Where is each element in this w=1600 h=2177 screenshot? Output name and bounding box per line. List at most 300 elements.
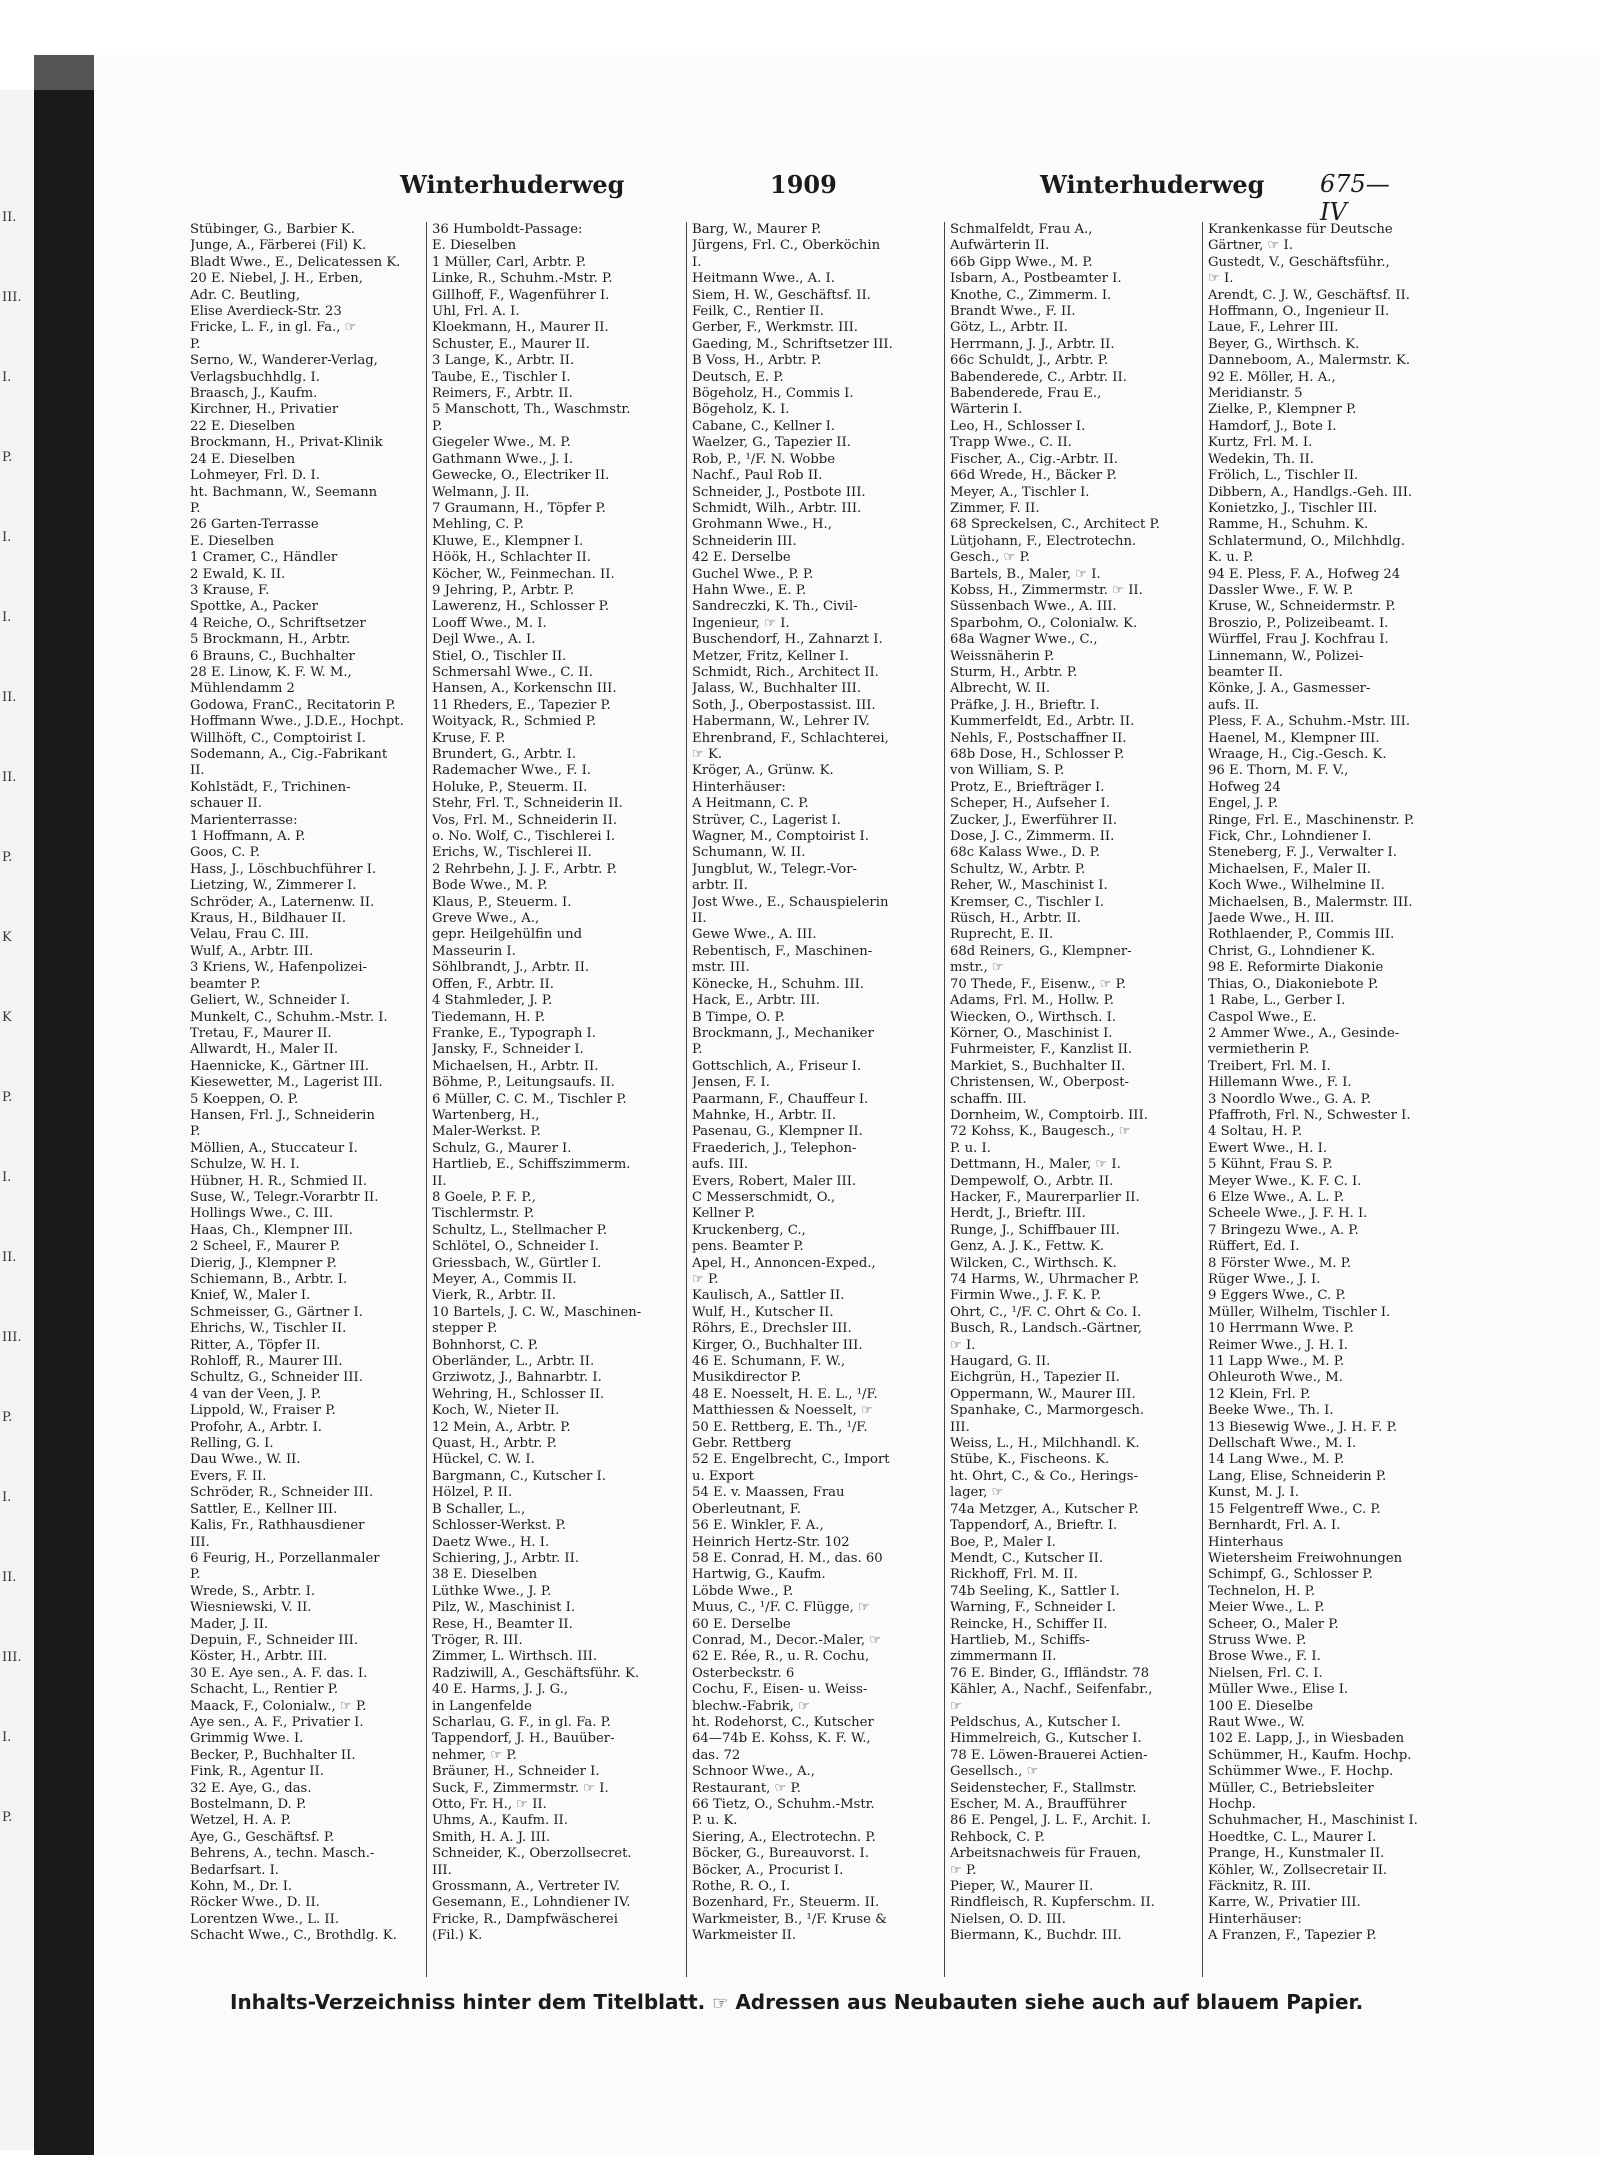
directory-entry-line: Rothlaender, P., Commis III. <box>1208 927 1395 943</box>
directory-entry-line: Brundert, G., Arbtr. I. <box>432 747 577 762</box>
directory-entry-line: 4 Soltau, H. P. <box>1208 1124 1303 1140</box>
directory-entry-line: Treibert, Frl. M. I. <box>1208 1058 1331 1074</box>
margin-mark: I. <box>2 1170 12 1185</box>
directory-entry-line: Jaede Wwe., H. III. <box>1208 911 1335 927</box>
directory-entry-line: Soth, J., Oberpostassist. III. <box>692 697 876 713</box>
directory-entry-line: Schneider, J., Postbote III. <box>692 484 866 500</box>
directory-entry-line: 56 E. Winkler, F. A., <box>692 1518 824 1534</box>
directory-entry-line: Wartenberg, H., <box>432 1107 540 1123</box>
directory-entry-line: 68d Reiners, G., Klempner- <box>950 943 1132 959</box>
directory-entry-line: Deutsch, E. P. <box>692 369 784 385</box>
directory-entry-line: Kobss, H., Zimmermstr. ☞ II. <box>950 582 1143 598</box>
directory-entry-line: Sodemann, A., Cig.-Fabrikant <box>190 747 388 762</box>
directory-entry-line: Koch Wwe., Wilhelmine II. <box>1208 878 1385 894</box>
directory-entry-line: Hochp. <box>1208 1797 1256 1812</box>
directory-entry-line: Waelzer, G., Tapezier II. <box>692 435 851 451</box>
directory-entry-line: 52 E. Engelbrecht, C., Import <box>692 1452 890 1468</box>
directory-entry-line: Meridianstr. 5 <box>1208 386 1303 402</box>
directory-entry-line: u. Export <box>692 1468 754 1484</box>
directory-entry-line: 3 Krause, F. <box>190 582 270 598</box>
directory-entry-line: Warkmeister, B., ¹/F. Kruse & <box>692 1911 887 1927</box>
directory-entry-line: Cochu, F., Eisen- u. Weiss- <box>692 1682 868 1698</box>
directory-entry-line: Knief, W., Maler I. <box>190 1288 311 1304</box>
directory-entry-line: ☞ K. <box>692 747 723 762</box>
directory-entry-line: Wulf, H., Kutscher II. <box>692 1304 834 1320</box>
directory-entry-line: Albrecht, W. II. <box>950 681 1051 697</box>
directory-entry-line: ht. Rodehorst, C., Kutscher <box>692 1714 874 1730</box>
directory-entry-line: Spottke, A., Packer <box>190 599 318 615</box>
directory-entry-line: Oberländer, L., Arbtr. II. <box>432 1354 595 1370</box>
directory-entry-line: 2 Scheel, F., Maurer P. <box>190 1239 341 1255</box>
directory-entry-line: ☞ <box>950 1698 962 1714</box>
directory-entry-line: Fäcknitz, R. III. <box>1208 1879 1311 1895</box>
directory-entry-line: Daetz Wwe., H. I. <box>432 1534 550 1550</box>
directory-entry-line: Fick, Chr., Lohndiener I. <box>1208 829 1372 845</box>
directory-entry-line: Relling, G. I. <box>190 1436 274 1452</box>
directory-entry-line: Tiedemann, H. P. <box>432 1009 546 1025</box>
directory-entry-line: Ritter, A., Töpfer II. <box>190 1337 321 1353</box>
directory-entry-line: Wulf, A., Arbtr. III. <box>190 943 314 959</box>
directory-entry-line: Jost Wwe., E., Schauspielerin <box>692 894 889 910</box>
directory-entry-line: 64—74b E. Kohss, K. F. W., <box>692 1731 871 1747</box>
page-header <box>180 170 1410 226</box>
directory-entry-line: Kraus, H., Bildhauer II. <box>190 911 347 927</box>
directory-entry-line: Nehls, F., Postschaffner II. <box>950 730 1127 746</box>
directory-entry-line: E. Dieselben <box>190 533 275 549</box>
directory-entry-line: Könke, J. A., Gasmesser- <box>1208 681 1371 697</box>
directory-column-2 <box>432 222 678 1942</box>
directory-entry-line: 20 E. Niebel, J. H., Erben, <box>190 271 363 287</box>
directory-entry-line: Jansky, F., Schneider I. <box>432 1042 584 1058</box>
directory-entry-line: Wedekin, Th. II. <box>1208 451 1314 467</box>
directory-entry-line: P. u. I. <box>950 1140 991 1156</box>
directory-entry-line: Rebentisch, F., Maschinen- <box>692 943 873 959</box>
directory-entry-line: Gaeding, M., Schriftsetzer III. <box>692 336 893 352</box>
directory-entry-line: Behrens, A., techn. Masch.- <box>190 1846 375 1862</box>
margin-mark: K <box>2 930 12 945</box>
directory-entry-line: Evers, Robert, Maler III. <box>692 1173 857 1189</box>
directory-entry-line: Köhler, W., Zollsecretair II. <box>1208 1862 1388 1878</box>
directory-entry-line: 74a Metzger, A., Kutscher P. <box>950 1501 1139 1517</box>
directory-entry-line: B Voss, H., Arbtr. P. <box>692 353 822 369</box>
directory-entry-line: II. <box>432 1173 447 1189</box>
directory-entry-line: Masseurin I. <box>432 943 516 959</box>
directory-entry-line: Meier Wwe., L. P. <box>1208 1600 1325 1616</box>
directory-entry-line: Hahn Wwe., E. P. <box>692 582 807 598</box>
directory-entry-line: Hollings Wwe., C. III. <box>190 1206 334 1222</box>
directory-entry-line: E. Dieselben <box>432 238 517 254</box>
directory-entry-line: Bargmann, C., Kutscher I. <box>432 1468 606 1484</box>
directory-entry-line: Heinrich Hertz-Str. 102 <box>692 1534 850 1550</box>
directory-entry-line: 10 Bartels, J. C. W., Maschinen- <box>432 1304 642 1320</box>
directory-entry-line: Rindfleisch, R. Kupferschm. II. <box>950 1895 1155 1911</box>
directory-entry-line: Köster, H., Arbtr. III. <box>190 1649 328 1665</box>
directory-entry-line: Hartwig, G., Kaufm. <box>692 1567 826 1583</box>
directory-entry-line: Bedarfsart. I. <box>190 1862 280 1878</box>
directory-entry-line: Jensen, F. I. <box>692 1075 770 1091</box>
directory-entry-line: A Heitmann, C. P. <box>692 796 809 812</box>
directory-entry-line: Osterbeckstr. 6 <box>692 1665 795 1681</box>
directory-entry-line: Elise Averdieck-Str. 23 <box>190 304 342 320</box>
directory-entry-line: Herrmann, J. J., Arbtr. II. <box>950 336 1115 352</box>
directory-entry-line: 15 Felgentreff Wwe., C. P. <box>1208 1501 1381 1517</box>
directory-entry-line: Hofweg 24 <box>1208 779 1281 795</box>
directory-entry-line: Schlötel, O., Schneider I. <box>432 1239 599 1255</box>
directory-entry-line: Kellner P. <box>692 1206 755 1222</box>
directory-entry-line: 100 E. Dieselbe <box>1208 1698 1314 1714</box>
directory-entry-line: Kloekmann, H., Maurer II. <box>432 320 609 336</box>
directory-entry-line: 60 E. Derselbe <box>692 1616 791 1632</box>
directory-entry-line: Tischlermstr. P. <box>432 1206 535 1222</box>
directory-entry-line: 5 Brockmann, H., Arbtr. <box>190 632 351 648</box>
directory-entry-line: Munkelt, C., Schuhm.-Mstr. I. <box>190 1009 388 1025</box>
directory-entry-line: Suse, W., Telegr.-Vorarbtr II. <box>190 1189 379 1205</box>
directory-entry-line: Peldschus, A., Kutscher I. <box>950 1714 1121 1730</box>
directory-entry-line: Metzer, Fritz, Kellner I. <box>692 648 849 664</box>
directory-entry-line: Wehring, H., Schlosser II. <box>432 1386 605 1402</box>
directory-entry-line: B Timpe, O. P. <box>692 1009 785 1025</box>
directory-entry-line: 6 Müller, C. C. M., Tischler P. <box>432 1091 627 1107</box>
directory-entry-line: Hinterhäuser: <box>1208 1911 1302 1927</box>
header-street-left: Winterhuderweg <box>400 170 625 199</box>
directory-entry-line: Bostelmann, D. P. <box>190 1797 307 1812</box>
directory-entry-line: Haas, Ch., Klempner III. <box>190 1222 353 1238</box>
directory-entry-line: 70 Thede, F., Eisenw., ☞ P. <box>950 976 1126 992</box>
directory-entry-line: Körner, O., Maschinist I. <box>950 1025 1113 1041</box>
directory-entry-line: arbtr. II. <box>692 878 748 894</box>
directory-entry-line: Scheer, O., Maler P. <box>1208 1616 1339 1632</box>
directory-entry-line: Beeke Wwe., Th. I. <box>1208 1403 1334 1419</box>
directory-entry-line: Schuhmacher, H., Maschinist I. <box>1208 1813 1418 1829</box>
directory-entry-line: I. <box>692 254 702 270</box>
directory-entry-line: Stiel, O., Tischler II. <box>432 648 567 664</box>
directory-entry-line: Lang, Elise, Schneiderin P. <box>1208 1468 1387 1484</box>
directory-entry-line: Haugard, G. II. <box>950 1354 1051 1370</box>
directory-entry-line: gepr. Heilgehülfin und <box>432 927 583 943</box>
directory-entry-line: Kohlstädt, F., Trichinen- <box>190 779 351 795</box>
directory-entry-line: Möllien, A., Stuccateur I. <box>190 1140 358 1156</box>
directory-entry-line: 22 E. Dieselben <box>190 418 296 434</box>
directory-entry-line: Oppermann, W., Maurer III. <box>950 1386 1136 1402</box>
directory-entry-line: Matthiessen & Noesselt, ☞ <box>692 1403 873 1419</box>
directory-entry-line: Söhlbrandt, J., Arbtr. II. <box>432 960 590 976</box>
margin-mark: I. <box>2 530 12 545</box>
directory-entry-line: 2 Rehrbehn, J. J. F., Arbtr. P. <box>432 861 617 877</box>
directory-entry-line: Präfke, J. H., Brieftr. I. <box>950 697 1100 713</box>
directory-entry-line: Bernhardt, Frl. A. I. <box>1208 1518 1341 1534</box>
directory-entry-line: Uhl, Frl. A. I. <box>432 304 520 320</box>
margin-mark: III. <box>2 1330 22 1345</box>
directory-entry-line: Schlatermund, O., Milchhdlg. <box>1208 533 1405 549</box>
directory-entry-line: Gustedt, V., Geschäftsführ., <box>1208 254 1390 270</box>
directory-entry-line: Firmin Wwe., J. F. K. P. <box>950 1288 1102 1304</box>
directory-entry-line: Conrad, M., Decor.-Maler, ☞ <box>692 1632 882 1648</box>
directory-entry-line: stepper P. <box>432 1321 498 1337</box>
directory-entry-line: Ohrt, C., ¹/F. C. Ohrt & Co. I. <box>950 1304 1142 1320</box>
margin-mark: P. <box>2 1410 13 1425</box>
directory-entry-line: Müller, C., Betriebsleiter <box>1208 1780 1374 1796</box>
directory-entry-line: 11 Lapp Wwe., M. P. <box>1208 1354 1345 1370</box>
directory-entry-line: (Fil.) K. <box>432 1928 483 1942</box>
directory-entry-line: 76 E. Binder, G., Iffländstr. 78 <box>950 1665 1150 1681</box>
directory-entry-line: Rüsch, H., Arbtr. II. <box>950 911 1081 927</box>
directory-entry-line: Maler-Werkst. P. <box>432 1124 541 1140</box>
directory-entry-line: Bladt Wwe., E., Delicatessen K. <box>190 254 401 270</box>
directory-entry-line: Markiet, S., Buchhalter II. <box>950 1058 1126 1074</box>
directory-entry-line: 46 E. Schumann, F. W., <box>692 1354 846 1370</box>
directory-entry-line: blechw.-Fabrik, ☞ <box>692 1698 810 1714</box>
directory-entry-line: Köcher, W., Feinmechan. II. <box>432 566 615 582</box>
directory-entry-line: Looff Wwe., M. I. <box>432 615 547 631</box>
header-year: 1909 <box>770 170 837 199</box>
directory-entry-line: Apel, H., Annoncen-Exped., <box>692 1255 876 1271</box>
directory-entry-line: Buschendorf, H., Zahnarzt I. <box>692 632 883 648</box>
directory-entry-line: 36 Humboldt-Passage: <box>432 222 583 237</box>
directory-entry-line: Reimer Wwe., J. H. I. <box>1208 1337 1348 1353</box>
directory-entry-line: Danneboom, A., Malermstr. K. <box>1208 353 1411 369</box>
directory-entry-line: Hoffmann, O., Ingenieur II. <box>1208 304 1390 320</box>
directory-entry-line: Junge, A., Färberei (Fil) K. <box>190 238 367 254</box>
directory-entry-line: Wilcken, C., Wirthsch. K. <box>950 1255 1117 1271</box>
directory-entry-line: Stübinger, G., Barbier K. <box>190 222 355 237</box>
directory-entry-line: Struss Wwe. P. <box>1208 1632 1307 1648</box>
directory-entry-line: Schumann, W. II. <box>692 845 806 861</box>
directory-entry-line: Frölich, L., Tischler II. <box>1208 468 1359 484</box>
directory-entry-line: Grohmann Wwe., H., <box>692 517 832 533</box>
directory-entry-line: Würffel, Frau J. Kochfrau I. <box>1208 632 1389 648</box>
directory-entry-line: 38 E. Dieselben <box>432 1567 538 1583</box>
directory-entry-line: Runge, J., Schiffbauer III. <box>950 1222 1120 1238</box>
directory-entry-line: Dierig, J., Klempner P. <box>190 1255 337 1271</box>
directory-entry-line: 24 E. Dieselben <box>190 451 296 467</box>
directory-entry-line: Müller, Wilhelm, Tischler I. <box>1208 1304 1391 1320</box>
directory-entry-line: Hartlieb, E., Schiffszimmerm. <box>432 1157 631 1173</box>
directory-entry-line: 86 E. Pengel, J. L. F., Archit. I. <box>950 1813 1151 1829</box>
column-divider <box>426 222 427 1977</box>
directory-entry-line: Serno, W., Wanderer-Verlag, <box>190 353 378 369</box>
directory-entry-line: Reher, W., Maschinist I. <box>950 878 1108 894</box>
directory-entry-line: Kohn, M., Dr. I. <box>190 1879 293 1895</box>
directory-entry-line: Schimpf, G., Schlosser P. <box>1208 1567 1373 1583</box>
directory-entry-line: Kurtz, Frl. M. I. <box>1208 435 1313 451</box>
directory-entry-line: Mehling, C. P. <box>432 517 524 533</box>
directory-entry-line: 7 Bringezu Wwe., A. P. <box>1208 1222 1359 1238</box>
directory-entry-line: Michaelsen, F., Maler II. <box>1208 861 1372 877</box>
directory-entry-line: Röcker Wwe., D. II. <box>190 1895 320 1911</box>
directory-entry-line: Leo, H., Schlosser I. <box>950 418 1086 434</box>
directory-entry-line: Brockmann, H., Privat-Klinik <box>190 435 383 451</box>
directory-entry-line: Muus, C., ¹/F. C. Flügge, ☞ <box>692 1600 870 1616</box>
directory-entry-line: Allwardt, H., Maler II. <box>190 1042 339 1058</box>
directory-entry-line: Lohmeyer, Frl. D. I. <box>190 468 320 484</box>
directory-entry-line: Restaurant, ☞ P. <box>692 1780 801 1796</box>
directory-entry-line: Schulze, W. H. I. <box>190 1157 300 1173</box>
directory-entry-line: Hartlieb, M., Schiffs- <box>950 1632 1090 1648</box>
directory-entry-line: Michaelsen, B., Malermstr. III. <box>1208 894 1413 910</box>
directory-entry-line: Haennicke, K., Gärtner III. <box>190 1058 369 1074</box>
directory-entry-line: Uhms, A., Kaufm. II. <box>432 1813 568 1829</box>
directory-entry-line: Gewe Wwe., A. III. <box>692 927 817 943</box>
directory-entry-line: Jalass, W., Buchhalter III. <box>692 681 862 697</box>
directory-entry-line: Nielsen, O. D. III. <box>950 1911 1066 1927</box>
directory-entry-line: 8 Goele, P. F. P., <box>432 1189 536 1205</box>
directory-entry-line: Wrede, S., Arbtr. I. <box>190 1583 316 1599</box>
directory-entry-line: Eichgrün, H., Tapezier II. <box>950 1370 1120 1386</box>
directory-entry-line: Offen, F., Arbtr. II. <box>432 976 554 992</box>
directory-entry-line: Hückel, C. W. I. <box>432 1452 535 1468</box>
directory-entry-line: 1 Müller, Carl, Arbtr. P. <box>432 254 587 270</box>
directory-entry-line: Babenderede, Frau E., <box>950 386 1102 402</box>
directory-entry-line: Kaulisch, A., Sattler II. <box>692 1288 845 1304</box>
directory-entry-line: Oberleutnant, F. <box>692 1501 801 1517</box>
directory-entry-line: P. <box>432 418 443 434</box>
directory-entry-line: Sandreczki, K. Th., Civil- <box>692 599 858 615</box>
directory-entry-line: Hansen, A., Korkenschn III. <box>432 681 617 697</box>
directory-entry-line: beamter P. <box>190 976 261 992</box>
directory-entry-line: 3 Lange, K., Arbtr. II. <box>432 353 575 369</box>
directory-entry-line: Strüver, C., Lagerist I. <box>692 812 841 828</box>
directory-entry-line: Kiesewetter, M., Lagerist III. <box>190 1075 383 1091</box>
directory-entry-line: Schmalfeldt, Frau A., <box>950 222 1093 237</box>
directory-entry-line: Gathmann Wwe., J. I. <box>432 451 574 467</box>
directory-entry-line: beamter II. <box>1208 664 1283 680</box>
directory-entry-line: Pieper, W., Maurer II. <box>950 1879 1094 1895</box>
directory-entry-line: Giegeler Wwe., M. P. <box>432 435 571 451</box>
directory-entry-line: Nielsen, Frl. C. I. <box>1208 1665 1323 1681</box>
directory-entry-line: Depuin, F., Schneider III. <box>190 1632 359 1648</box>
directory-entry-line: Rese, H., Beamter II. <box>432 1616 573 1632</box>
page-footer <box>230 1990 1430 2014</box>
margin-mark: I. <box>2 1490 12 1505</box>
directory-entry-line: Meyer, A., Commis II. <box>432 1272 577 1287</box>
directory-entry-line: Fricke, R., Dampfwäscherei <box>432 1911 618 1927</box>
directory-entry-line: Maack, F., Colonialw., ☞ P. <box>190 1698 367 1714</box>
directory-entry-line: Hoedtke, C. L., Maurer I. <box>1208 1829 1377 1845</box>
directory-entry-line: Löbde Wwe., P. <box>692 1583 794 1599</box>
directory-entry-line: P. <box>190 1567 201 1583</box>
directory-entry-line: 74b Seeling, K., Sattler I. <box>950 1583 1120 1599</box>
directory-entry-line: Kirger, O., Buchhalter III. <box>692 1337 863 1353</box>
directory-entry-line: ☞ P. <box>692 1272 719 1287</box>
directory-entry-line: Verlagsbuchhdlg. I. <box>190 369 320 385</box>
directory-entry-line: 12 Klein, Frl. P. <box>1208 1386 1311 1402</box>
directory-entry-line: Pless, F. A., Schuhm.-Mstr. III. <box>1208 714 1411 730</box>
directory-entry-line: Profohr, A., Arbtr. I. <box>190 1419 322 1435</box>
directory-entry-line: Stehr, Frl. T., Schneiderin II. <box>432 796 623 812</box>
footer-index-note: Inhalts-Verzeichniss hinter dem Titelblatt. <box>230 1990 706 2014</box>
directory-entry-line: Dibbern, A., Handlgs.-Geh. III. <box>1208 484 1413 500</box>
directory-entry-line: Warning, F., Schneider I. <box>950 1600 1116 1616</box>
directory-entry-line: Mühlendamm 2 <box>190 681 295 697</box>
directory-entry-line: Dau Wwe., W. II. <box>190 1452 301 1468</box>
directory-entry-line: Ramme, H., Schuhm. K. <box>1208 517 1369 533</box>
directory-entry-line: Sturm, H., Arbtr. P. <box>950 664 1078 680</box>
directory-entry-line: Bartels, B., Maler, ☞ I. <box>950 566 1101 582</box>
margin-mark: III. <box>2 290 22 305</box>
directory-entry-line: Otto, Fr. H., ☞ II. <box>432 1797 547 1812</box>
directory-entry-line: Steneberg, F. J., Verwalter I. <box>1208 845 1397 861</box>
directory-entry-line: Warkmeister II. <box>692 1928 797 1942</box>
directory-entry-line: Tappendorf, J. H., Bauüber- <box>432 1731 615 1747</box>
directory-entry-line: Scheper, H., Aufseher I. <box>950 796 1110 812</box>
directory-entry-line: Schneider, K., Oberzollsecret. <box>432 1846 632 1862</box>
directory-entry-line: 28 E. Linow, K. F. W. M., <box>190 664 352 680</box>
directory-entry-line: Siering, A., Electrotechn. P. <box>692 1829 876 1845</box>
directory-entry-line: Spanhake, C., Marmorgesch. <box>950 1403 1145 1419</box>
directory-entry-line: Nachf., Paul Rob II. <box>692 468 823 484</box>
directory-entry-line: Dornheim, W., Comptoirb. III. <box>950 1107 1148 1123</box>
directory-entry-line: Heitmann Wwe., A. I. <box>692 271 835 287</box>
directory-entry-line: Hoffmann Wwe., J.D.E., Hochpt. <box>190 714 404 730</box>
directory-entry-line: Rademacher Wwe., F. I. <box>432 763 591 779</box>
directory-entry-line: 1 Rabe, L., Gerber I. <box>1208 993 1346 1009</box>
directory-entry-line: 66 Tietz, O., Schuhm.-Mstr. <box>692 1797 875 1812</box>
directory-entry-line: Rickhoff, Frl. M. II. <box>950 1567 1078 1583</box>
directory-entry-line: 6 Brauns, C., Buchhalter <box>190 648 355 664</box>
directory-entry-line: Kähler, A., Nachf., Seifenfabr., <box>950 1682 1153 1698</box>
directory-entry-line: Tretau, F., Maurer II. <box>190 1025 332 1041</box>
directory-entry-line: Süssenbach Wwe., A. III. <box>950 599 1117 615</box>
directory-entry-line: 14 Lang Wwe., M. P. <box>1208 1452 1345 1468</box>
directory-entry-line: Godowa, FranC., Recitatorin P. <box>190 697 396 713</box>
directory-entry-line: 2 Ammer Wwe., A., Gesinde- <box>1208 1025 1400 1041</box>
directory-entry-line: Woityack, R., Schmied P. <box>432 714 597 730</box>
column-divider <box>1202 222 1203 1977</box>
directory-entry-line: III. <box>950 1419 970 1435</box>
directory-entry-line: Suck, F., Zimmermstr. ☞ I. <box>432 1780 609 1796</box>
directory-entry-line: 72 Kohss, K., Baugesch., ☞ <box>950 1124 1131 1140</box>
directory-entry-line: Ehrenbrand, F., Schlachterei, <box>692 730 889 746</box>
directory-entry-line: 94 E. Pless, F. A., Hofweg 24 <box>1208 566 1401 582</box>
directory-entry-line: Schnoor Wwe., A., <box>692 1764 815 1780</box>
directory-entry-line: Michaelsen, H., Arbtr. II. <box>432 1058 599 1074</box>
directory-entry-line: Protz, E., Briefträger I. <box>950 779 1105 795</box>
directory-entry-line: Hamdorf, J., Bote I. <box>1208 418 1337 434</box>
directory-entry-line: Griessbach, W., Gürtler I. <box>432 1255 602 1271</box>
directory-entry-line: Böcker, A., Procurist I. <box>692 1862 844 1878</box>
directory-entry-line: Scharlau, G. F., in gl. Fa. P. <box>432 1714 611 1730</box>
directory-entry-line: 62 E. Rée, R., u. R. Cochu, <box>692 1649 870 1665</box>
directory-entry-line: 92 E. Möller, H. A., <box>1208 369 1336 385</box>
margin-mark: II. <box>2 1250 17 1265</box>
directory-entry-line: Schultz, W., Arbtr. P. <box>950 861 1086 877</box>
directory-entry-line: Grziwotz, J., Bahnarbtr. I. <box>432 1370 602 1386</box>
directory-entry-line: 3 Kriens, W., Hafenpolizei- <box>190 960 368 976</box>
directory-entry-line: Thias, O., Diakoniebote P. <box>1208 976 1379 992</box>
directory-entry-line: Herdt, J., Brieftr. III. <box>950 1206 1086 1222</box>
directory-entry-line: Reincke, H., Schiffer II. <box>950 1616 1108 1632</box>
directory-entry-line: Pasenau, G., Klempner II. <box>692 1124 863 1140</box>
directory-entry-line: C Messerschmidt, O., <box>692 1189 836 1205</box>
directory-entry-line: Grossmann, A., Vertreter IV. <box>432 1879 621 1895</box>
directory-entry-line: Mendt, C., Kutscher II. <box>950 1550 1104 1566</box>
directory-entry-line: 78 E. Löwen-Brauerei Actien- <box>950 1747 1148 1763</box>
directory-entry-line: Zucker, J., Ewerführer II. <box>950 812 1118 828</box>
directory-entry-line: Caspol Wwe., E. <box>1208 1009 1317 1025</box>
directory-entry-line: Röhrs, E., Drechsler III. <box>692 1321 852 1337</box>
directory-entry-line: Bögeholz, K. I. <box>692 402 790 418</box>
directory-entry-line: Babenderede, C., Arbtr. II. <box>950 369 1127 385</box>
directory-entry-line: Bohnhorst, C. P. <box>432 1337 539 1353</box>
directory-entry-line: B Schaller, L., <box>432 1501 526 1517</box>
directory-entry-line: Knothe, C., Zimmerm. I. <box>950 287 1112 303</box>
directory-entry-line: Schröder, R., Schneider III. <box>190 1485 374 1501</box>
directory-entry-line: Schlosser-Werkst. P. <box>432 1518 566 1534</box>
directory-entry-line: Mahnke, H., Arbtr. II. <box>692 1107 837 1123</box>
directory-entry-line: Kruse, W., Schneidermstr. P. <box>1208 599 1396 615</box>
directory-entry-line: Scheele Wwe., J. F. H. I. <box>1208 1206 1368 1222</box>
directory-entry-line: Schümmer Wwe., F. Hochp. <box>1208 1764 1394 1780</box>
